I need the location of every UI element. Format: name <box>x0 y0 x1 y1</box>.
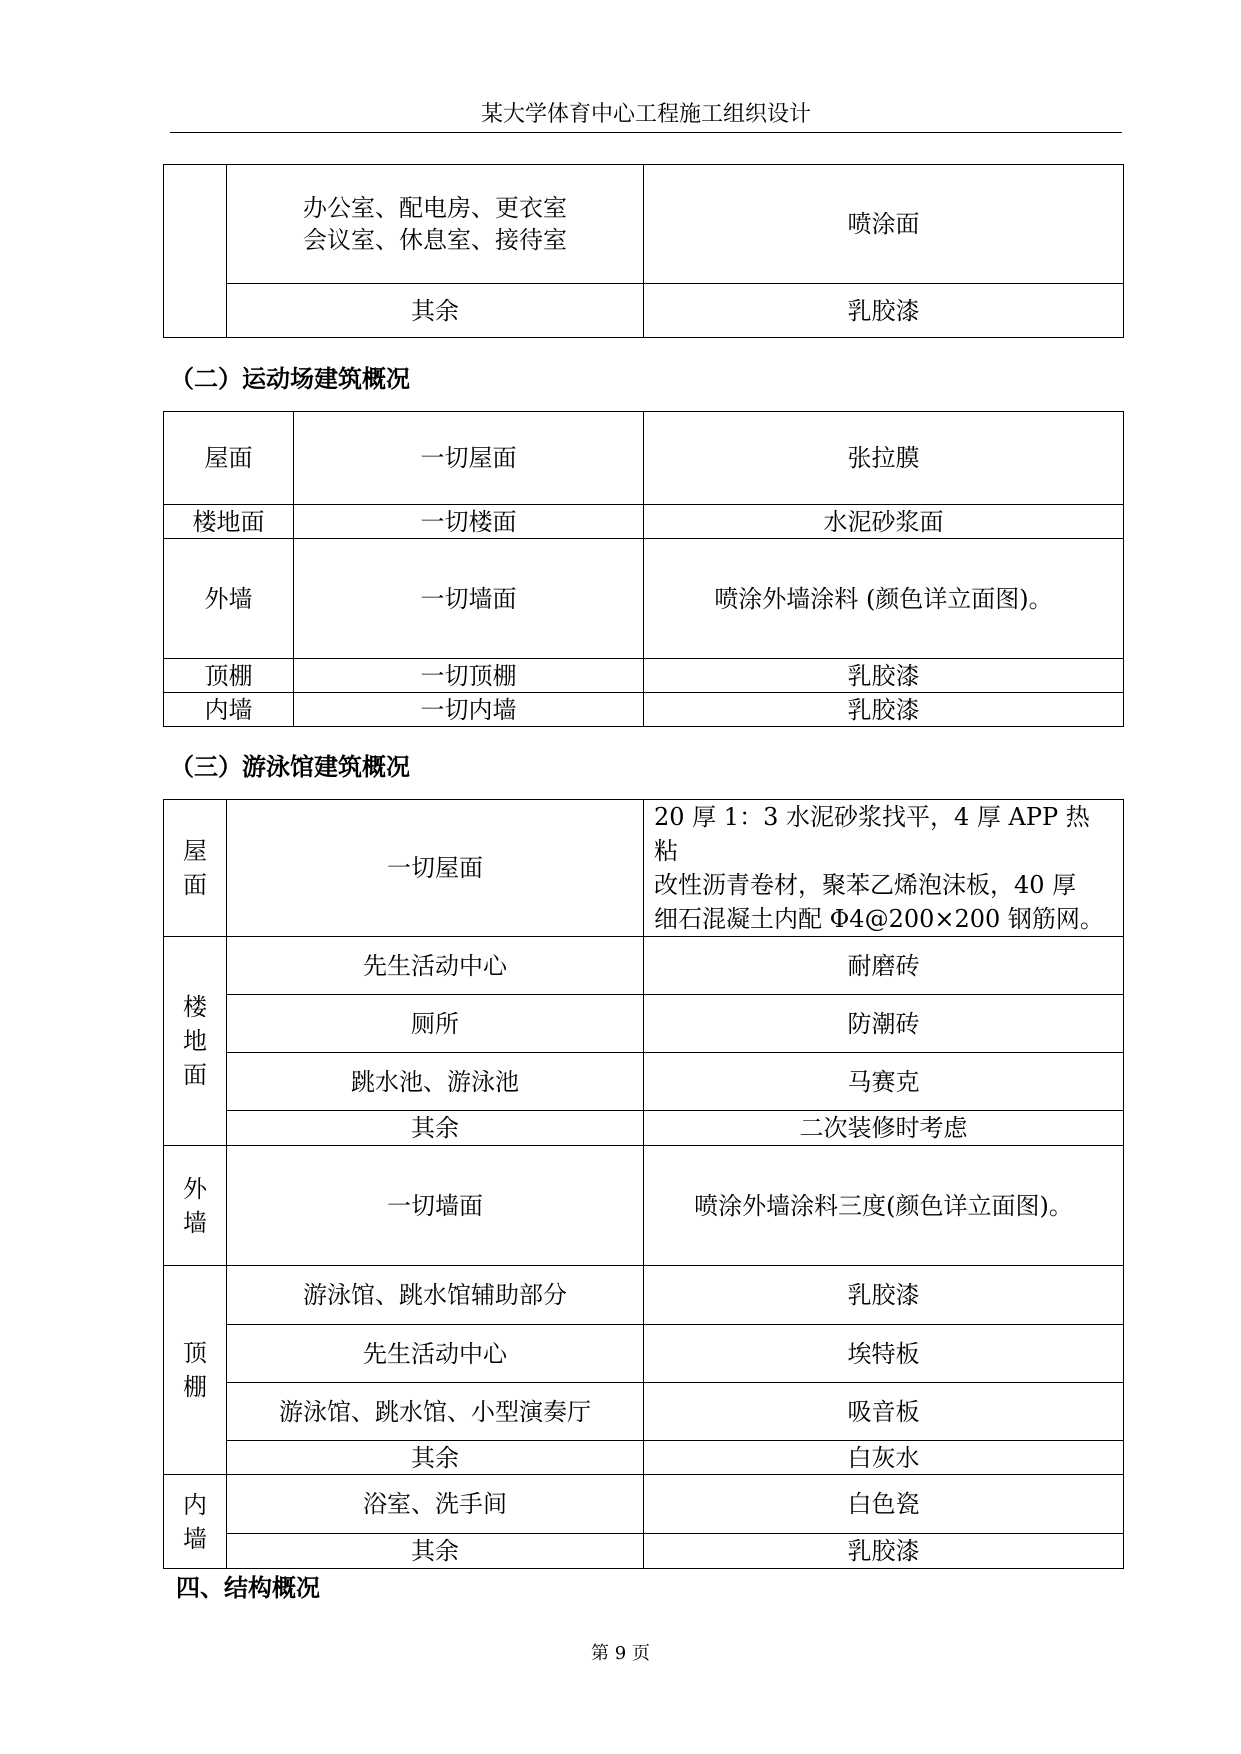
finish-line: 20 厚 1：3 水泥砂浆找平，4 厚 APP 热粘 <box>654 803 1090 865</box>
category-cell: 内墙 <box>164 693 294 727</box>
category-char: 内 <box>183 1490 207 1519</box>
category-char: 屋 <box>183 837 207 865</box>
category-cell-interior <box>164 1475 227 1569</box>
table-row <box>164 995 1124 1053</box>
table-row <box>164 1111 1124 1146</box>
area-cell: 一切内墙 <box>294 693 644 727</box>
header-divider <box>170 132 1122 133</box>
page-header-title: 某大学体育中心工程施工组织设计 <box>480 102 811 127</box>
table-natatorium <box>163 799 1124 1569</box>
area-cell: 一切墙面 <box>294 539 644 659</box>
finish-line: 改性沥青卷材，聚苯乙烯泡沫板，40 厚 <box>654 871 1077 899</box>
category-char: 楼 <box>183 993 207 1021</box>
table-row <box>164 284 1124 338</box>
area-line: 会议室、休息室、接待室 <box>303 226 567 254</box>
table-continued <box>163 164 1124 338</box>
finish-cell: 二次装修时考虑 <box>644 1111 1124 1146</box>
section-heading-sports-field: （二）运动场建筑概况 <box>170 365 410 393</box>
finish-cell: 耐磨砖 <box>644 937 1124 995</box>
category-cell-roof <box>164 800 227 937</box>
table-sports-field <box>163 411 1124 727</box>
finish-cell: 乳胶漆 <box>644 284 1124 338</box>
table-row <box>164 1441 1124 1475</box>
table-row <box>164 1325 1124 1383</box>
table-row <box>164 539 1124 659</box>
area-cell: 先生活动中心 <box>227 1325 644 1383</box>
finish-cell: 马赛克 <box>644 1053 1124 1111</box>
table-row <box>164 1383 1124 1441</box>
category-cell: 外墙 <box>164 539 294 659</box>
area-line: 办公室、配电房、更衣室 <box>303 194 567 222</box>
area-cell: 一切屋面 <box>227 800 644 937</box>
table-row <box>164 505 1124 539</box>
finish-cell: 白色瓷 <box>644 1475 1124 1534</box>
finish-cell: 张拉膜 <box>644 412 1124 505</box>
finish-cell: 喷涂外墙涂料三度(颜色详立面图)。 <box>644 1146 1124 1266</box>
finish-cell: 埃特板 <box>644 1325 1124 1383</box>
category-char: 地 <box>183 1027 207 1055</box>
category-cell: 顶棚 <box>164 659 294 693</box>
area-cell: 其余 <box>227 284 644 338</box>
category-char: 墙 <box>183 1208 207 1237</box>
finish-cell: 喷涂面 <box>644 165 1124 284</box>
table-row <box>164 1266 1124 1325</box>
table-row <box>164 1146 1124 1266</box>
table-row <box>164 1053 1124 1111</box>
finish-cell: 乳胶漆 <box>644 693 1124 727</box>
area-cell: 先生活动中心 <box>227 937 644 995</box>
page-number: 第 9 页 <box>591 1643 650 1664</box>
table-row <box>164 693 1124 727</box>
finish-cell <box>644 800 1124 937</box>
area-cell: 其余 <box>227 1534 644 1569</box>
category-char: 棚 <box>183 1373 207 1401</box>
finish-cell: 乳胶漆 <box>644 1266 1124 1325</box>
table-row <box>164 800 1124 937</box>
area-cell <box>227 165 644 284</box>
finish-cell: 水泥砂浆面 <box>644 505 1124 539</box>
area-cell: 跳水池、游泳池 <box>227 1053 644 1111</box>
table-row <box>164 937 1124 995</box>
category-cell-floor <box>164 937 227 1146</box>
finish-cell: 吸音板 <box>644 1383 1124 1441</box>
category-char: 顶 <box>183 1339 207 1367</box>
area-cell: 一切墙面 <box>227 1146 644 1266</box>
category-char: 外 <box>183 1174 207 1203</box>
area-cell: 游泳馆、跳水馆、小型演奏厅 <box>227 1383 644 1441</box>
finish-cell: 白灰水 <box>644 1441 1124 1475</box>
section-heading-structure: 四、结构概况 <box>176 1574 320 1602</box>
finish-cell: 乳胶漆 <box>644 1534 1124 1569</box>
area-cell: 一切楼面 <box>294 505 644 539</box>
table-row <box>164 412 1124 505</box>
finish-cell: 喷涂外墙涂料 (颜色详立面图)。 <box>644 539 1124 659</box>
area-cell: 厕所 <box>227 995 644 1053</box>
area-cell: 一切屋面 <box>294 412 644 505</box>
finish-line: 细石混凝土内配 Φ4@200×200 钢筋网。 <box>654 905 1104 933</box>
finish-cell: 防潮砖 <box>644 995 1124 1053</box>
area-cell: 其余 <box>227 1111 644 1146</box>
category-cell-empty <box>164 165 227 338</box>
area-cell: 游泳馆、跳水馆辅助部分 <box>227 1266 644 1325</box>
category-cell: 屋面 <box>164 412 294 505</box>
section-heading-natatorium: （三）游泳馆建筑概况 <box>170 753 410 781</box>
table-row <box>164 165 1124 284</box>
area-cell: 一切顶棚 <box>294 659 644 693</box>
area-cell: 其余 <box>227 1441 644 1475</box>
table-row <box>164 1475 1124 1534</box>
category-char: 墙 <box>183 1524 207 1553</box>
area-cell: 浴室、洗手间 <box>227 1475 644 1534</box>
category-char: 面 <box>183 871 207 899</box>
category-cell: 楼地面 <box>164 505 294 539</box>
category-cell-ceiling <box>164 1266 227 1475</box>
table-row <box>164 1534 1124 1569</box>
category-cell-exterior <box>164 1146 227 1266</box>
category-char: 面 <box>183 1061 207 1089</box>
finish-cell: 乳胶漆 <box>644 659 1124 693</box>
table-row <box>164 659 1124 693</box>
